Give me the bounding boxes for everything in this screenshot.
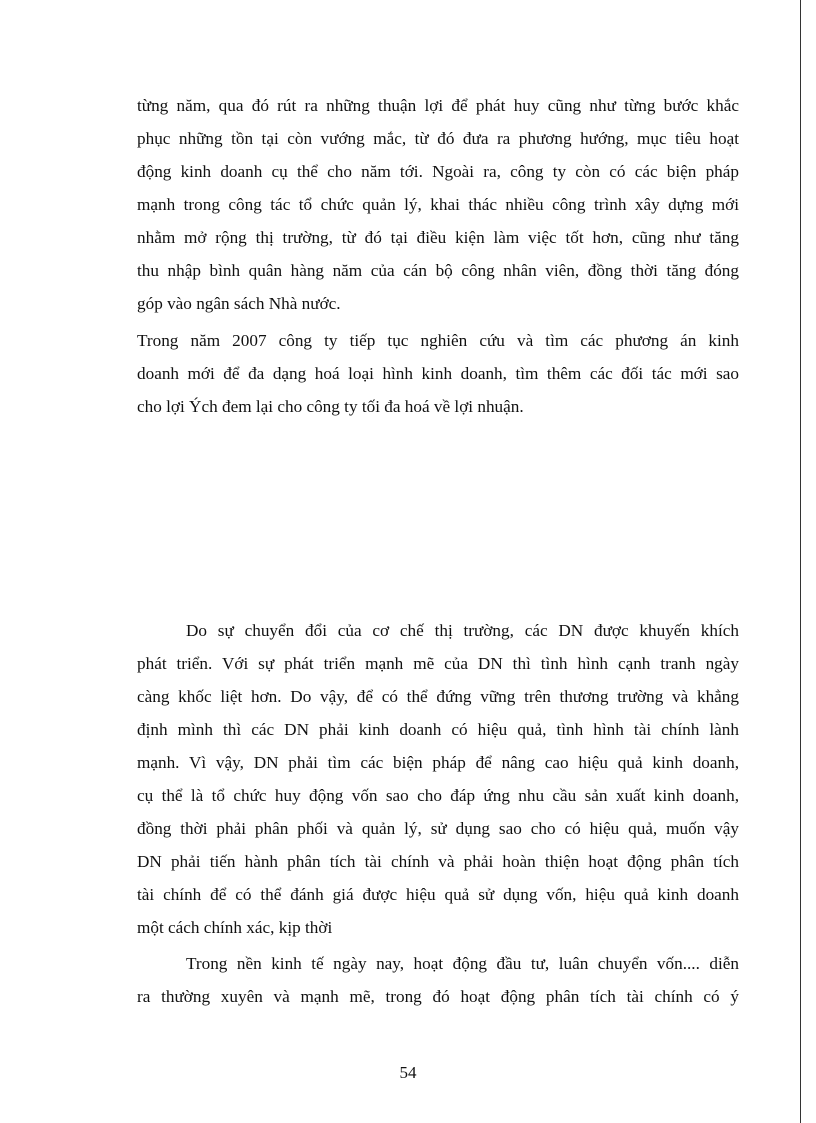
text-line: phát triển. Với sự phát triển mạnh mẽ của DN thì tình hình cạnh tranh ngày	[137, 654, 739, 673]
text-line: DN phải tiến hành phân tích tài chính và phải hoàn thiện hoạt động phân tích	[137, 852, 739, 871]
text-line: cho lợi Ých đem lại cho công ty tối đa hoá về lợi nhuận.	[137, 397, 524, 416]
text-line: đồng thời phải phân phối và quản lý, sử dụng sao cho có hiệu quả, muốn vậy	[137, 819, 739, 838]
text-line: góp vào ngân sách Nhà nước.	[137, 294, 341, 313]
text-line: doanh mới để đa dạng hoá loại hình kinh doanh, tìm thêm các đối tác mới sao	[137, 364, 739, 383]
text-line: động kinh doanh cụ thể cho năm tới. Ngoài ra, công ty còn có các biện pháp	[137, 162, 739, 181]
text-line: phục những tồn tại còn vướng mắc, từ đó đưa ra phương hướng, mục tiêu hoạt	[137, 129, 739, 148]
text-line: từng năm, qua đó rút ra những thuận lợi để phát huy cũng như từng bước khắc	[137, 96, 739, 115]
text-line: Do sự chuyển đổi của cơ chế thị trường, các DN được khuyến khích	[186, 621, 739, 640]
text-line: càng khốc liệt hơn. Do vậy, để có thể đứng vững trên thương trường và khẳng	[137, 687, 739, 706]
page-edge-line	[800, 0, 801, 1123]
text-line: tài chính để có thể đánh giá được hiệu quả sử dụng vốn, hiệu quả kinh doanh	[137, 885, 739, 904]
text-line: Trong năm 2007 công ty tiếp tục nghiên cứu và tìm các phương án kinh	[137, 331, 739, 350]
text-line: ra thường xuyên và mạnh mẽ, trong đó hoạt động phân tích tài chính có ý	[137, 987, 739, 1006]
text-line: mạnh. Vì vậy, DN phải tìm các biện pháp để nâng cao hiệu quả kinh doanh,	[137, 753, 739, 772]
text-line: Trong nền kinh tế ngày nay, hoạt động đầu tư, luân chuyển vốn.... diễn	[186, 954, 739, 973]
text-line: nhằm mở rộng thị trường, từ đó tại điều kiện làm việc tốt hơn, cũng như tăng	[137, 228, 739, 247]
text-line: mạnh trong công tác tổ chức quản lý, khai thác nhiều công trình xây dựng mới	[137, 195, 739, 214]
page-number: 54	[399, 1063, 417, 1082]
text-line: cụ thể là tổ chức huy động vốn sao cho đáp ứng nhu cầu sản xuất kinh doanh,	[137, 786, 739, 805]
text-line: một cách chính xác, kịp thời	[137, 918, 333, 937]
text-line: định mình thì các DN phải kinh doanh có hiệu quả, tình hình tài chính lành	[137, 720, 739, 739]
text-line: thu nhập bình quân hàng năm của cán bộ công nhân viên, đồng thời tăng đóng	[137, 261, 739, 280]
